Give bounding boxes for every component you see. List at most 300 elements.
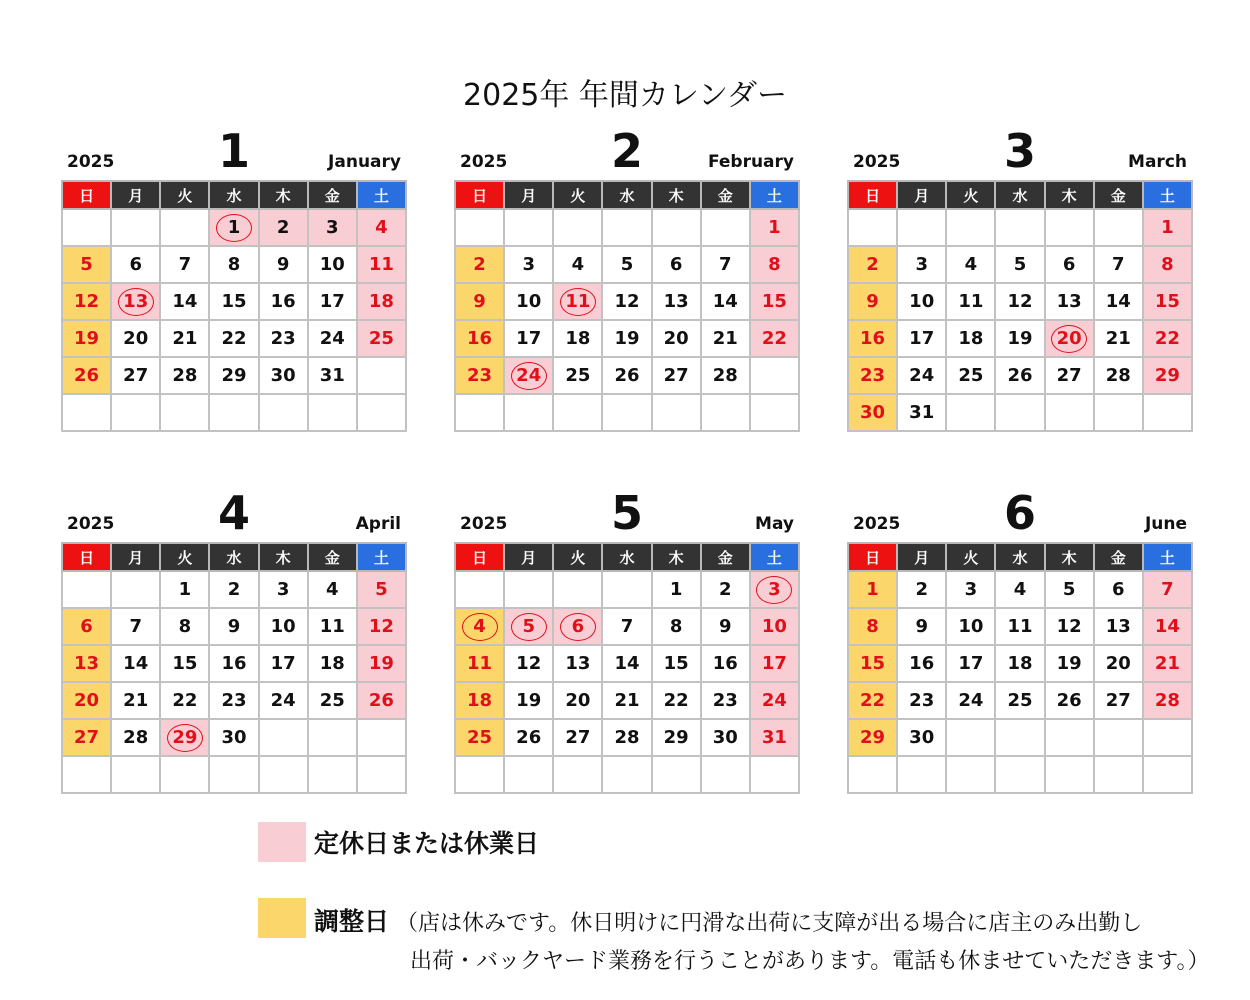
day-cell — [209, 571, 258, 608]
day-cell — [504, 682, 553, 719]
day-number: 8 — [178, 616, 192, 637]
adjust-note-line2: 出荷・バックヤード業務を行うことがあります。電話も休ませていただきます。） — [410, 949, 1210, 974]
day-cell — [602, 320, 651, 357]
day-cell — [357, 682, 406, 719]
day-number: 13 — [565, 653, 591, 674]
weekday-header: 金 — [701, 181, 750, 209]
day-number: 7 — [1112, 254, 1125, 275]
day-number: 14 — [1105, 291, 1131, 312]
day-cell — [848, 246, 897, 283]
day-cell — [308, 209, 357, 246]
day-cell — [848, 357, 897, 394]
month-calendar — [847, 486, 1193, 794]
day-cell — [160, 320, 209, 357]
day-cell — [602, 357, 651, 394]
week-row — [62, 283, 406, 320]
day-cell — [357, 756, 406, 793]
month-year: 2025 — [460, 152, 508, 172]
day-cell — [1094, 357, 1143, 394]
day-number: 4 — [326, 579, 339, 600]
day-cell — [602, 571, 651, 608]
day-cell — [1143, 283, 1192, 320]
day-cell — [308, 756, 357, 793]
day-number: 2 — [719, 579, 732, 600]
weekday-header: 日 — [848, 181, 897, 209]
day-cell — [209, 682, 258, 719]
adjust-legend-swatch — [258, 898, 306, 938]
day-number: 24 — [270, 690, 296, 711]
day-number: 11 — [1007, 616, 1033, 637]
day-cell — [62, 209, 111, 246]
day-number: 21 — [172, 328, 198, 349]
day-number: 16 — [909, 653, 935, 674]
weekday-header: 月 — [111, 543, 160, 571]
day-number: 22 — [221, 328, 247, 349]
day-cell — [209, 756, 258, 793]
day-cell — [1094, 682, 1143, 719]
day-cell — [62, 320, 111, 357]
day-number: 18 — [565, 328, 591, 349]
day-cell — [259, 246, 308, 283]
day-cell — [504, 209, 553, 246]
day-cell — [946, 394, 995, 431]
day-cell — [1045, 394, 1094, 431]
day-cell — [946, 571, 995, 608]
week-row — [455, 756, 799, 793]
day-cell — [750, 357, 799, 394]
day-number: 21 — [1105, 328, 1131, 349]
month-header — [847, 124, 1193, 180]
day-cell — [946, 320, 995, 357]
day-number: 12 — [516, 653, 542, 674]
day-cell — [111, 645, 160, 682]
day-cell — [750, 608, 799, 645]
month-english-name: June — [1144, 514, 1187, 534]
day-cell — [455, 682, 504, 719]
day-cell — [1094, 209, 1143, 246]
day-cell — [1045, 209, 1094, 246]
day-cell — [750, 719, 799, 756]
day-number: 30 — [221, 727, 247, 748]
weekday-header: 金 — [308, 181, 357, 209]
day-number: 6 — [129, 254, 142, 275]
day-number: 23 — [467, 365, 493, 386]
day-number: 30 — [270, 365, 296, 386]
day-cell — [357, 608, 406, 645]
day-cell — [259, 719, 308, 756]
month-year: 2025 — [853, 152, 901, 172]
week-row — [455, 608, 799, 645]
day-number: 5 — [80, 254, 93, 275]
week-row — [455, 645, 799, 682]
weekday-header: 土 — [357, 543, 406, 571]
day-number: 22 — [761, 328, 787, 349]
day-number: 23 — [270, 328, 296, 349]
day-cell — [553, 357, 602, 394]
day-cell — [946, 756, 995, 793]
day-cell — [259, 283, 308, 320]
month-number: 2 — [610, 124, 643, 178]
day-cell — [209, 608, 258, 645]
day-cell — [553, 246, 602, 283]
day-number: 27 — [1056, 365, 1082, 386]
day-number: 21 — [614, 690, 640, 711]
day-cell — [701, 283, 750, 320]
day-number: 2 — [915, 579, 928, 600]
day-number: 29 — [860, 727, 886, 748]
day-number: 19 — [368, 653, 394, 674]
day-number: 7 — [620, 616, 634, 637]
day-number: 22 — [172, 690, 198, 711]
day-cell — [995, 571, 1044, 608]
day-cell — [553, 645, 602, 682]
day-cell — [259, 357, 308, 394]
week-row — [455, 283, 799, 320]
weekday-header: 水 — [209, 181, 258, 209]
day-number: 7 — [1161, 579, 1174, 600]
month-calendar — [847, 124, 1193, 432]
day-cell — [1094, 719, 1143, 756]
day-cell — [946, 357, 995, 394]
day-cell — [750, 320, 799, 357]
month-header — [454, 124, 800, 180]
day-cell — [62, 719, 111, 756]
week-row — [62, 645, 406, 682]
day-number: 31 — [761, 727, 787, 748]
day-cell — [1094, 756, 1143, 793]
weekday-header: 月 — [504, 181, 553, 209]
day-number: 8 — [768, 254, 781, 275]
day-cell — [160, 283, 209, 320]
day-cell — [602, 719, 651, 756]
day-cell — [1094, 394, 1143, 431]
day-number: 28 — [1105, 365, 1131, 386]
day-number: 13 — [74, 653, 100, 674]
day-cell — [308, 394, 357, 431]
day-number: 3 — [326, 217, 339, 238]
day-number: 17 — [270, 653, 296, 674]
day-cell — [946, 682, 995, 719]
day-number: 11 — [958, 291, 984, 312]
day-cell — [1045, 719, 1094, 756]
day-number: 25 — [565, 365, 591, 386]
day-number: 27 — [663, 365, 689, 386]
day-number: 7 — [178, 254, 192, 275]
day-cell — [209, 645, 258, 682]
day-cell — [357, 283, 406, 320]
day-number: 23 — [712, 690, 738, 711]
page-title: 2025年 年間カレンダー — [463, 78, 787, 113]
day-cell — [504, 719, 553, 756]
day-cell — [504, 320, 553, 357]
day-cell — [259, 608, 308, 645]
day-cell — [1045, 571, 1094, 608]
day-number: 10 — [319, 254, 345, 275]
day-number: 14 — [123, 653, 149, 674]
day-cell — [62, 756, 111, 793]
day-cell — [897, 571, 946, 608]
month-header — [61, 486, 407, 542]
day-number: 17 — [958, 653, 984, 674]
week-row — [848, 357, 1192, 394]
day-cell — [553, 320, 602, 357]
day-cell — [62, 246, 111, 283]
weekday-header: 日 — [62, 181, 111, 209]
day-number: 25 — [467, 727, 493, 748]
day-cell — [1143, 719, 1192, 756]
day-number: 12 — [368, 616, 394, 637]
month-number: 1 — [217, 124, 250, 178]
holiday-legend-swatch — [258, 822, 306, 862]
day-cell — [1143, 246, 1192, 283]
day-cell — [111, 719, 160, 756]
day-number: 8 — [1161, 254, 1174, 275]
day-number: 9 — [866, 291, 879, 312]
day-cell — [897, 246, 946, 283]
day-cell — [602, 246, 651, 283]
weekday-header: 月 — [897, 543, 946, 571]
day-cell — [357, 394, 406, 431]
day-cell — [701, 394, 750, 431]
month-table — [61, 180, 407, 432]
day-number: 27 — [565, 727, 591, 748]
day-cell — [897, 608, 946, 645]
day-cell — [1143, 608, 1192, 645]
day-cell — [160, 209, 209, 246]
day-number: 26 — [368, 690, 394, 711]
week-row — [62, 394, 406, 431]
day-cell — [750, 645, 799, 682]
day-cell — [455, 357, 504, 394]
day-cell — [111, 682, 160, 719]
day-cell — [750, 246, 799, 283]
day-cell — [160, 756, 209, 793]
day-cell — [455, 209, 504, 246]
day-cell — [455, 283, 504, 320]
weekday-header: 木 — [1045, 543, 1094, 571]
day-number: 3 — [522, 254, 535, 275]
weekday-header: 水 — [602, 543, 651, 571]
day-cell — [553, 608, 602, 645]
day-cell — [455, 719, 504, 756]
day-number: 19 — [1007, 328, 1033, 349]
day-number: 13 — [1105, 616, 1131, 637]
day-cell — [455, 756, 504, 793]
day-cell — [259, 209, 308, 246]
day-number: 10 — [909, 291, 935, 312]
week-row — [848, 283, 1192, 320]
month-calendar — [454, 486, 800, 794]
weekday-header: 水 — [995, 543, 1044, 571]
day-cell — [259, 394, 308, 431]
day-cell — [111, 394, 160, 431]
day-cell — [750, 682, 799, 719]
weekday-header: 日 — [848, 543, 897, 571]
month-header — [847, 486, 1193, 542]
day-number: 16 — [270, 291, 296, 312]
month-english-name: April — [355, 514, 401, 534]
day-number: 31 — [909, 402, 935, 423]
day-number: 1 — [866, 579, 879, 600]
day-cell — [553, 394, 602, 431]
day-cell — [995, 719, 1044, 756]
day-cell — [62, 645, 111, 682]
day-number: 26 — [1056, 690, 1082, 711]
day-cell — [160, 719, 209, 756]
day-cell — [504, 246, 553, 283]
day-cell — [553, 682, 602, 719]
week-row — [848, 246, 1192, 283]
day-number: 15 — [860, 653, 886, 674]
day-cell — [652, 756, 701, 793]
day-number: 18 — [319, 653, 345, 674]
day-number: 16 — [221, 653, 247, 674]
day-cell — [848, 394, 897, 431]
day-number: 14 — [172, 291, 198, 312]
weekday-header: 金 — [701, 543, 750, 571]
day-number: 31 — [319, 365, 345, 386]
weekday-header: 土 — [750, 543, 799, 571]
month-calendar — [61, 124, 407, 432]
day-cell — [995, 357, 1044, 394]
day-number: 14 — [712, 291, 738, 312]
day-cell — [209, 209, 258, 246]
month-year: 2025 — [67, 152, 115, 172]
day-cell — [357, 320, 406, 357]
day-cell — [1045, 756, 1094, 793]
day-number: 9 — [276, 254, 290, 275]
day-cell — [1143, 357, 1192, 394]
day-number: 8 — [866, 616, 879, 637]
day-number: 14 — [1154, 616, 1180, 637]
day-cell — [455, 394, 504, 431]
day-number: 6 — [80, 616, 93, 637]
weekday-header: 木 — [652, 543, 701, 571]
day-cell — [995, 209, 1044, 246]
day-number: 9 — [915, 616, 928, 637]
day-number: 9 — [719, 616, 732, 637]
adjust-legend-label: 調整日 — [314, 907, 390, 936]
day-cell — [701, 682, 750, 719]
day-cell — [209, 357, 258, 394]
day-cell — [1094, 246, 1143, 283]
week-row — [62, 209, 406, 246]
weekday-header: 月 — [504, 543, 553, 571]
day-number: 15 — [761, 291, 787, 312]
month-year: 2025 — [853, 514, 901, 534]
day-cell — [111, 209, 160, 246]
week-row — [62, 682, 406, 719]
day-cell — [602, 682, 651, 719]
day-cell — [62, 394, 111, 431]
week-row — [455, 394, 799, 431]
day-number: 12 — [74, 291, 100, 312]
day-cell — [995, 645, 1044, 682]
day-number: 12 — [1056, 616, 1082, 637]
day-cell — [1045, 320, 1094, 357]
day-cell — [504, 571, 553, 608]
day-number: 3 — [964, 579, 978, 600]
day-number: 1 — [178, 579, 192, 600]
day-cell — [652, 320, 701, 357]
day-cell — [750, 283, 799, 320]
day-cell — [553, 209, 602, 246]
weekday-header: 火 — [946, 181, 995, 209]
weekday-header: 水 — [995, 181, 1044, 209]
day-number: 18 — [368, 291, 394, 312]
day-cell — [652, 719, 701, 756]
day-number: 26 — [74, 365, 100, 386]
day-number: 11 — [467, 653, 493, 674]
day-cell — [504, 756, 553, 793]
day-cell — [995, 608, 1044, 645]
day-cell — [1045, 645, 1094, 682]
weekday-header: 木 — [259, 181, 308, 209]
day-cell — [602, 608, 651, 645]
day-number: 5 — [375, 579, 388, 600]
day-cell — [160, 682, 209, 719]
day-cell — [1045, 283, 1094, 320]
day-cell — [946, 608, 995, 645]
day-number: 7 — [719, 254, 732, 275]
day-cell — [897, 645, 946, 682]
day-cell — [652, 571, 701, 608]
day-cell — [259, 682, 308, 719]
day-number: 10 — [761, 616, 787, 637]
day-cell — [62, 608, 111, 645]
day-number: 23 — [860, 365, 886, 386]
day-cell — [848, 682, 897, 719]
day-number: 20 — [1105, 653, 1131, 674]
day-number: 24 — [958, 690, 984, 711]
day-cell — [946, 645, 995, 682]
month-year: 2025 — [67, 514, 115, 534]
week-row — [848, 571, 1192, 608]
day-number: 20 — [663, 328, 689, 349]
day-cell — [995, 682, 1044, 719]
day-number: 12 — [1007, 291, 1033, 312]
day-cell — [652, 682, 701, 719]
day-cell — [652, 357, 701, 394]
day-number: 2 — [276, 217, 290, 238]
day-number: 2 — [473, 254, 486, 275]
day-cell — [357, 719, 406, 756]
month-number: 4 — [217, 486, 250, 540]
weekday-header: 火 — [160, 543, 209, 571]
day-cell — [455, 571, 504, 608]
week-row — [455, 320, 799, 357]
day-number: 4 — [462, 613, 498, 641]
day-number: 4 — [375, 217, 388, 238]
day-number: 26 — [516, 727, 542, 748]
day-cell — [160, 645, 209, 682]
day-number: 20 — [1051, 325, 1087, 353]
day-cell — [701, 719, 750, 756]
day-number: 28 — [712, 365, 738, 386]
day-cell — [308, 283, 357, 320]
day-cell — [160, 608, 209, 645]
weekday-header: 水 — [602, 181, 651, 209]
month-table — [454, 180, 800, 432]
day-cell — [357, 246, 406, 283]
day-cell — [111, 608, 160, 645]
month-header — [454, 486, 800, 542]
weekday-header: 水 — [209, 543, 258, 571]
day-number: 9 — [473, 291, 486, 312]
day-number: 24 — [761, 690, 787, 711]
day-cell — [1094, 283, 1143, 320]
weekday-header: 日 — [455, 181, 504, 209]
